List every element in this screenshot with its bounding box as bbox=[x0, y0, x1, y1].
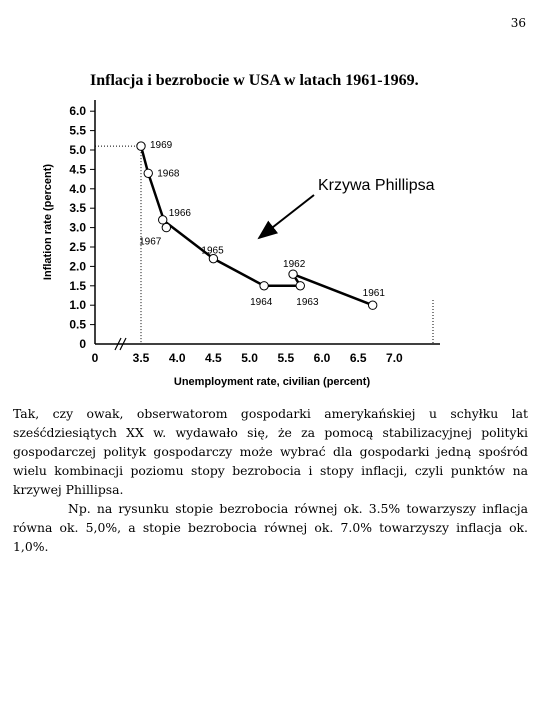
annotation-arrow bbox=[259, 195, 314, 238]
point-label-1961: 1961 bbox=[362, 288, 385, 300]
y-tick-label: 4.5 bbox=[69, 162, 86, 177]
paragraph-1: Tak, czy owak, obserwatorom gospodarki amerykańskiej u schyłku lat sześćdziesiątych XX w. wydawało się, że za pomocą stabilizacyjnej polityki gospodarczej polityk gospodarczy może wybrać dla gospodarki jedną spośród wielu kombinacji poziomu stopy bezrobocia i stopy inflacji, czyli punktów na krzywej Phillipsa. bbox=[13, 406, 528, 497]
y-tick-label: 2.5 bbox=[69, 240, 86, 254]
point-label-1967: 1967 bbox=[139, 236, 162, 248]
body-text bbox=[13, 404, 528, 556]
data-point-1968 bbox=[144, 169, 152, 177]
x-tick-label: 5.5 bbox=[277, 351, 295, 365]
point-label-1968: 1968 bbox=[157, 168, 180, 180]
paragraph-2: Np. na rysunku stopie bezrobocia równej ok. 3.5% towarzyszy inflacja równa ok. 5,0%, a stopie bezrobocia równej ok. 7.0% towarzyszy inflacja ok. 1,0%. bbox=[13, 501, 528, 554]
data-point-1967 bbox=[162, 223, 170, 231]
x-tick-label: 6.0 bbox=[313, 351, 331, 365]
phillips-curve-annotation: Krzywa Phillipsa bbox=[318, 177, 435, 194]
y-tick-label: 1.5 bbox=[69, 278, 86, 293]
x-tick-label: 7.0 bbox=[386, 351, 403, 365]
point-label-1963: 1963 bbox=[296, 296, 319, 308]
x-axis-label: Unemployment rate, civilian (percent) bbox=[173, 376, 371, 388]
y-tick-label: 6.0 bbox=[69, 104, 86, 119]
data-point-1966 bbox=[159, 216, 167, 224]
point-label-1962: 1962 bbox=[283, 259, 306, 271]
y-tick-label: 0.5 bbox=[69, 317, 86, 332]
y-tick-label: 3.0 bbox=[69, 220, 86, 235]
data-point-1961 bbox=[368, 301, 376, 309]
x-tick-label: 6.5 bbox=[349, 351, 367, 365]
point-label-1969: 1969 bbox=[150, 140, 173, 152]
y-axis-label: Inflation rate (percent) bbox=[42, 163, 54, 281]
x-tick-label: 5.0 bbox=[241, 351, 258, 365]
data-point-1964 bbox=[260, 282, 268, 290]
data-point-1963 bbox=[296, 282, 304, 290]
point-label-1964: 1964 bbox=[250, 296, 273, 308]
chart-title: Inflacja i bezrobocie w USA w latach 1961-1969. bbox=[90, 72, 419, 89]
x-tick-label: 0 bbox=[91, 351, 99, 365]
point-label-1966: 1966 bbox=[168, 207, 191, 219]
x-tick-label: 3.5 bbox=[132, 351, 150, 365]
y-tick-label: 3.5 bbox=[69, 201, 86, 216]
y-tick-label: 1.0 bbox=[69, 298, 86, 313]
data-point-1969 bbox=[137, 142, 145, 150]
y-tick-label: 5.5 bbox=[69, 123, 86, 138]
x-tick-label: 4.0 bbox=[168, 351, 186, 365]
y-tick-label: 0 bbox=[79, 337, 86, 351]
x-tick-label: 4.5 bbox=[205, 351, 222, 365]
data-point-1962 bbox=[289, 270, 297, 278]
y-tick-label: 5.0 bbox=[69, 143, 86, 157]
y-tick-label: 4.0 bbox=[69, 181, 86, 196]
page-number: 36 bbox=[510, 16, 526, 30]
y-tick-label: 2.0 bbox=[69, 259, 86, 274]
point-label-1965: 1965 bbox=[201, 245, 224, 257]
